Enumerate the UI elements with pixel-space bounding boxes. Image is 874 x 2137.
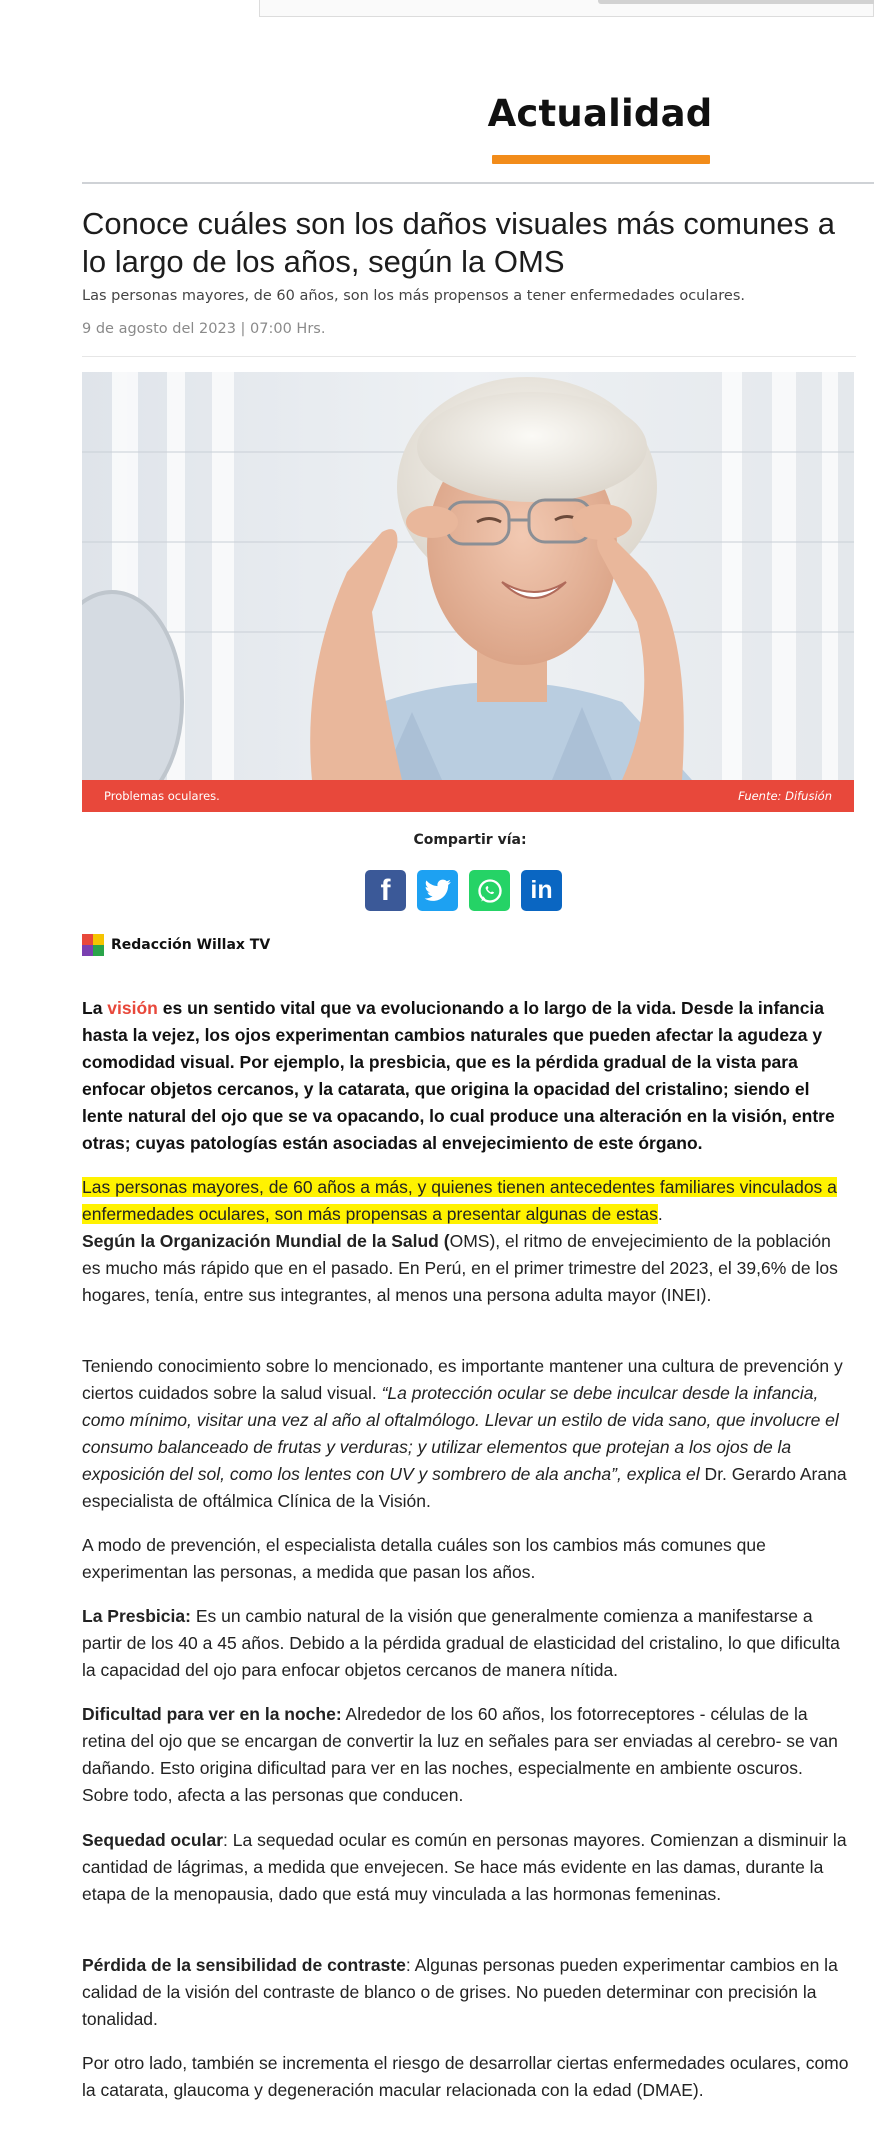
share-label: Compartir vía: bbox=[413, 832, 527, 848]
paragraph-oms bbox=[82, 1174, 854, 1309]
author-name: Redacción Willax TV bbox=[111, 937, 271, 953]
article-photo bbox=[82, 372, 854, 780]
paragraph-contrast bbox=[82, 1952, 854, 2033]
oms-acronym: O bbox=[449, 1231, 464, 1251]
article-headline: Conoce cuáles son los daños visuales más comunes a lo largo de los años, según la OMS bbox=[82, 206, 836, 279]
intro-text-rest: es un sentido vital que va evolucionando a lo largo de la vida. Desde la infancia hasta la vejez, los ojos experimentan cambios naturales que pueden afectar la agudeza y comodidad visual. Por ejemplo, la presbicia, que es la pérdida gradual de la vista para enfocar objetos cercanos, y la catarata, que origina la opacidad del cristalino; siendo el lente natural del ojo que se va opacando, lo cual produce una alteración en la visión, entre otras; cuyas patologías están asociadas al envejecimiento de este órgano. bbox=[82, 998, 835, 1153]
night-vision-text: Alrededor de los 60 años, los fotorreceptores - células de la retina del ojo que se encargan de convertir la luz en señales para ser enviadas al cerebro- se van dañando. Esto origina dificultad para ver en las noches, especialmente en ambiente oscuros. Sobre todo, afecta a las personas que conducen. bbox=[82, 1704, 838, 1805]
paragraph-dry-eye bbox=[82, 1827, 854, 1908]
author-byline[interactable] bbox=[82, 934, 270, 956]
twitter-icon[interactable] bbox=[417, 870, 458, 911]
figure-caption: Problemas oculares. bbox=[104, 789, 220, 803]
intro-text-start: La bbox=[82, 998, 108, 1018]
presbicia-term: La Presbicia: bbox=[82, 1606, 191, 1626]
highlighted-text: Las personas mayores, de 60 años a más, y quienes tienen antecedentes familiares vinculados a enfermedades oculares, son más propensas a presentar algunas de estas bbox=[82, 1177, 837, 1224]
prevention-text: Teniendo conocimiento sobre lo mencionado, es importante mantener una cultura de prevención y ciertos cuidados sobre la salud visual. bbox=[82, 1356, 843, 1403]
figure-source: Fuente: Difusión bbox=[738, 789, 832, 803]
linkedin-icon[interactable]: in bbox=[521, 870, 562, 911]
contrast-text: : Algunas personas pueden experimentar cambios en la calidad de la visión del contraste de blanco o de grises. No pueden determinar con precisión la tonalidad. bbox=[82, 1955, 838, 2029]
share-buttons bbox=[365, 870, 562, 911]
oms-bold: Según la Organización Mundial de la Salud ( bbox=[82, 1231, 450, 1251]
willax-logo-icon bbox=[82, 934, 104, 956]
top-search-bar[interactable] bbox=[259, 0, 874, 17]
date-divider bbox=[82, 356, 856, 357]
dry-eye-term: Sequedad ocular bbox=[82, 1830, 224, 1850]
doctor-name: Dr. Gerardo Arana especialista de oftálmica Clínica de la Visión. bbox=[82, 1464, 847, 1511]
article-date: 9 de agosto del 2023 | 07:00 Hrs. bbox=[82, 321, 326, 337]
doctor-quote: “La protección ocular se debe inculcar desde la infancia, como mínimo, visitar una vez al año al oftalmólogo. Llevar un estilo de vida sano, que involucre el consumo balanceado de frutas y verduras; y utilizar elementos que protejan a los ojos de la exposición del sol, como los lentes con UV y sombrero de ala ancha”, explica el bbox=[82, 1383, 839, 1484]
top-search-bar-inner bbox=[598, 0, 874, 4]
figure-caption-bar bbox=[82, 780, 854, 812]
contrast-term: Pérdida de la sensibilidad de contraste bbox=[82, 1955, 406, 1975]
dry-eye-text: : La sequedad ocular es común en personas mayores. Comienzan a disminuir la cantidad de lágrimas, a medida que envejecen. Se hace más evidente en las damas, durante la etapa de la menopausia, dado que está muy vinculada a las hormonas femeninas. bbox=[82, 1830, 847, 1904]
presbicia-text: Es un cambio natural de la visión que generalmente comienza a manifestarse a partir de los 40 a 45 años. Debido a la pérdida gradual de elasticidad del cristalino, lo que dificulta la capacidad del ojo para enfocar objetos cercanos de manera nítida. bbox=[82, 1606, 840, 1680]
paragraph-prevention bbox=[82, 1353, 854, 1515]
oms-text: MS), el ritmo de envejecimiento de la población es mucho más rápido que en el pasado. En Perú, en el primer trimestre del 2023, el 39,6% de los hogares, tenía, entre sus integrantes, al menos una persona adulta mayor (INEI). bbox=[82, 1231, 838, 1305]
facebook-icon[interactable]: f bbox=[365, 870, 406, 911]
highlight-end: . bbox=[657, 1204, 663, 1224]
section-title-underline bbox=[492, 155, 710, 164]
paragraph-diseases: Por otro lado, también se incrementa el riesgo de desarrollar ciertas enfermedades oculares, como la catarata, glaucoma y degeneración macular relacionada con la edad (DMAE). bbox=[82, 2053, 849, 2100]
paragraph-presbicia bbox=[82, 1603, 854, 1684]
paragraph-intro bbox=[82, 995, 854, 1157]
night-vision-term: Dificultad para ver en la noche: bbox=[82, 1704, 342, 1724]
paragraph-changes: A modo de prevención, el especialista detalla cuáles son los cambios más comunes que experimentan las personas, a medida que pasan los años. bbox=[82, 1535, 766, 1582]
whatsapp-icon[interactable] bbox=[469, 870, 510, 911]
header-divider bbox=[82, 182, 874, 184]
paragraph-night-vision bbox=[82, 1701, 854, 1809]
section-title[interactable]: Actualidad bbox=[487, 92, 713, 135]
article-figure bbox=[82, 372, 854, 812]
article-subtitle: Las personas mayores, de 60 años, son los más propensos a tener enfermedades oculares. bbox=[82, 288, 745, 304]
vision-link[interactable]: visión bbox=[107, 998, 158, 1018]
